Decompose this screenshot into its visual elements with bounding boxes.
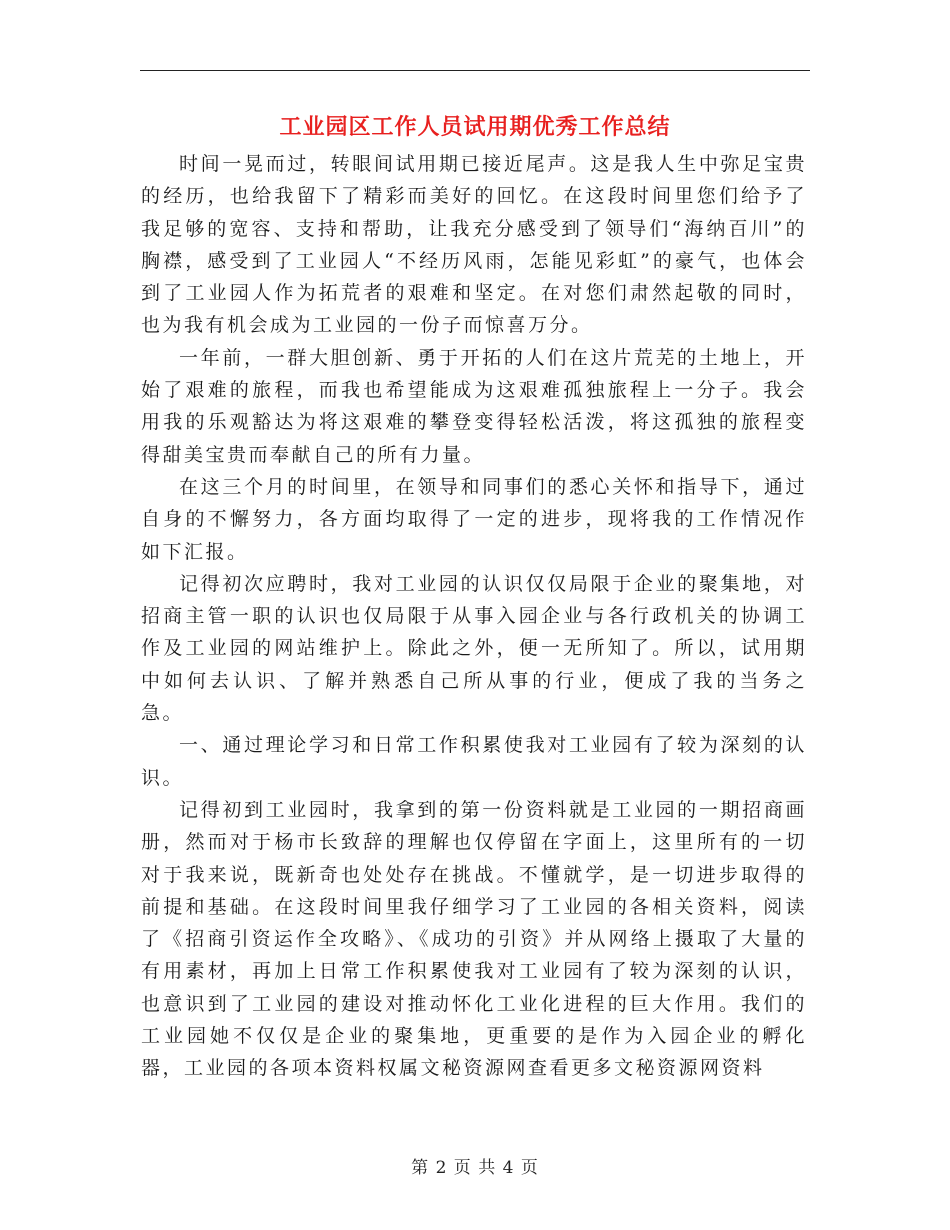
paragraph: 记得初次应聘时，我对工业园的认识仅仅局限于企业的聚集地，对招商主管一职的认识也仅局限于从事入园企业与各行政机关的协调工作及工业园的网站维护上。除此之外，便一无所知了。所以，试用期中如何去认识、了解并熟悉自己所从事的行业，便成了我的当务之急。 <box>141 572 807 725</box>
header-rule <box>140 70 810 71</box>
section-heading: 一、通过理论学习和日常工作积累使我对工业园有了较为深刻的认识。 <box>141 734 807 789</box>
paragraph: 记得初到工业园时，我拿到的第一份资料就是工业园的一期招商画册，然而对于杨市长致辞的理解也仅停留在字面上，这里所有的一切对于我来说，既新奇也处处存在挑战。不懂就学，是一切进步取得的前提和基础。在这段时间里我仔细学习了工业园的各相关资料，阅读了《招商引资运作全攻略》、《成功的引资》并从网络上摄取了大量的有用素材，再加上日常工作积累使我对工业园有了较为深刻的认识，也意识到了工业园的建设对推动怀化工业化进程的巨大作用。我们的工业园她不仅仅是企业的聚集地，更重要的是作为入园企业的孵化器，工业园的各项本资料权属文秘资源网查看更多文秘资源网资料 <box>141 798 807 1080</box>
paragraph: 时间一晃而过，转眼间试用期已接近尾声。这是我人生中弥足宝贵的经历，也给我留下了精彩而美好的回忆。在这段时间里您们给予了我足够的宽容、支持和帮助，让我充分感受到了领导们“海纳百川”的胸襟，感受到了工业园人“不经历风雨，怎能见彩虹”的豪气，也体会到了工业园人作为拓荒者的艰难和坚定。在对您们肃然起敬的同时，也为我有机会成为工业园的一份子而惊喜万分。 <box>141 153 807 337</box>
document-title: 工业园区工作人员试用期优秀工作总结 <box>279 114 671 140</box>
paragraph: 一年前，一群大胆创新、勇于开拓的人们在这片荒芜的土地上，开始了艰难的旅程，而我也希望能成为这艰难孤独旅程上一分子。我会用我的乐观豁达为将这艰难的攀登变得轻松活泼，将这孤独的旅程变得甜美宝贵而奉献自己的所有力量。 <box>141 346 807 466</box>
document-body <box>141 148 807 1085</box>
page-number: 第 2 页 共 4 页 <box>411 1158 539 1178</box>
paragraph: 在这三个月的时间里，在领导和同事们的悉心关怀和指导下，通过自身的不懈努力，各方面均取得了一定的进步，现将我的工作情况作如下汇报。 <box>141 475 807 563</box>
